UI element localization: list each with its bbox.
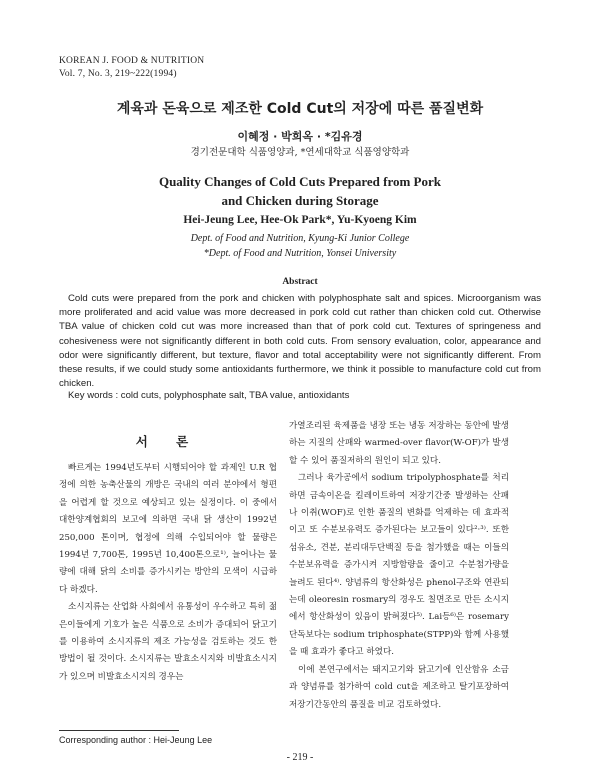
right-paragraph-1: 가열조리된 육제품을 냉장 또는 냉동 저장하는 동안에 발생하는 지질의 산패와 warmed-over flavor(W-OF)가 발생할 수 있어 품질저하의 원인이 되고 있다. (289, 421, 509, 466)
abstract-heading: Abstract (282, 277, 318, 287)
korean-title: 계육과 돈육으로 제조한 Cold Cut의 저장에 따른 품질변화 (116, 101, 484, 117)
page-number: - 219 - (286, 752, 314, 763)
section-title-introduction: 서 론 (135, 434, 201, 449)
left-column (59, 460, 277, 686)
korean-authors: 이혜정 · 박희옥 · *김유경 (237, 130, 363, 143)
affiliation-line-2: *Dept. of Food and Nutrition, Yonsei University (203, 248, 397, 259)
footnote-divider (59, 730, 179, 731)
left-paragraph-1: 빠르게는 1994년도부터 시행되어야 할 과제인 U.R 협정에 의한 농축산물의 개방은 국내의 여러 분야에서 형편을 어렵게 할 것으로 예상되고 있는 실정이다. 이 중에서 대한양계협회의 보고에 의하면 국내 닭 생산이 1992년 250,000 톤이며, 협정에 의해 수입되어야 할 물량은 1994년 7,700톤, 1995년 10,400톤으로¹⁾, 늘어나는 물량에 대해 닭의 소비를 증가시키는 방안의 모색이 시급하다 하겠다. (59, 463, 277, 595)
english-authors: Hei-Jeung Lee, Hee-Ok Park*, Yu-Kyoeng Kim (183, 214, 417, 226)
journal-volume: Vol. 7, No. 3, 219~222(1994) (59, 69, 177, 79)
english-affiliation (0, 231, 600, 261)
corresponding-author: Corresponding author : Hei-Jeung Lee (59, 735, 213, 745)
journal-name: KOREAN J. FOOD & NUTRITION (59, 56, 205, 66)
journal-header (59, 55, 204, 81)
korean-affiliation: 경기전문대학 식품영양과, *연세대학교 식품영양학과 (190, 147, 410, 158)
right-paragraph-3: 이에 본연구에서는 돼지고기와 닭고기에 인산함유 소금과 양념류를 첨가하여 cold cut을 제조하고 탈기포장하여 저장기간동안의 품질을 비교 검토하였다. (289, 664, 509, 710)
english-title-line-1: Quality Changes of Cold Cuts Prepared from Pork (158, 174, 442, 189)
affiliation-line-1: Dept. of Food and Nutrition, Kyung-Ki Junior College (190, 233, 410, 244)
english-title (0, 172, 600, 210)
right-column (289, 418, 509, 714)
english-title-line-2: and Chicken during Storage (221, 193, 379, 208)
keywords: Key words : cold cuts, polyphosphate salt, TBA value, antioxidants (68, 390, 350, 401)
right-paragraph-2: 그러나 육가공에서 sodium tripolyphosphate를 처리하면 금속이온을 킬레이트하여 저장기간중 발생하는 산패나 이취(WOF)로 인한 품질의 변화를 억제하는 데 효과적이고 또 수분보유력도 증가된다는 보고들이 있다²·³⁾. 또한 섬유소, 견분, 분리대두단백질 등을 첨가했을 때는 이들의 수분보유력을 증가시켜 지방함량을 줄이고 수분첨가량을 늘려도 된다⁴⁾. 양념류의 항산화성은 phenol구조와 연관되는데 oleoresin rosmary의 경우도 칠면조로 만든 소시지에서 항산화성이 있음이 밝혀졌다⁵⁾. Lai등⁶⁾은 rosemary 단독보다는 sodium triphosphate(STPP)와 함께 사용했을 때 효과가 좋다고 하였다. (289, 473, 509, 658)
abstract-body: Cold cuts were prepared from the pork and chicken with polyphosphate salt and spices. Microorganism was more proliferated and acid value was more decreased in pork cold cut rather than chicken cold cut. Otherwise TBA value of chicken cold cut was more increased than that of pork cold cut. Textures of springeness and cohesiveness were not significantly different in both cold cuts. From sensory evaluation, color, appearance and odor were significantly different, but texture, flavor and total acceptability were not significantly different. From these results, if we could study some antioxidants furthermore, we think it possible to manufacture cold cut from chicken. (59, 293, 541, 390)
left-paragraph-2: 소시지류는 산업화 사회에서 유통성이 우수하고 특히 젊은이들에게 기호가 높은 식품으로 소비가 증대되어 닭고기를 이용하여 소시지류의 제조 가능성을 검토하는 것도 한 방법이 될 것이다. 소시지류는 발효소시지와 비발효소시지가 있으며 비발효소시지의 경우는 (59, 602, 277, 682)
